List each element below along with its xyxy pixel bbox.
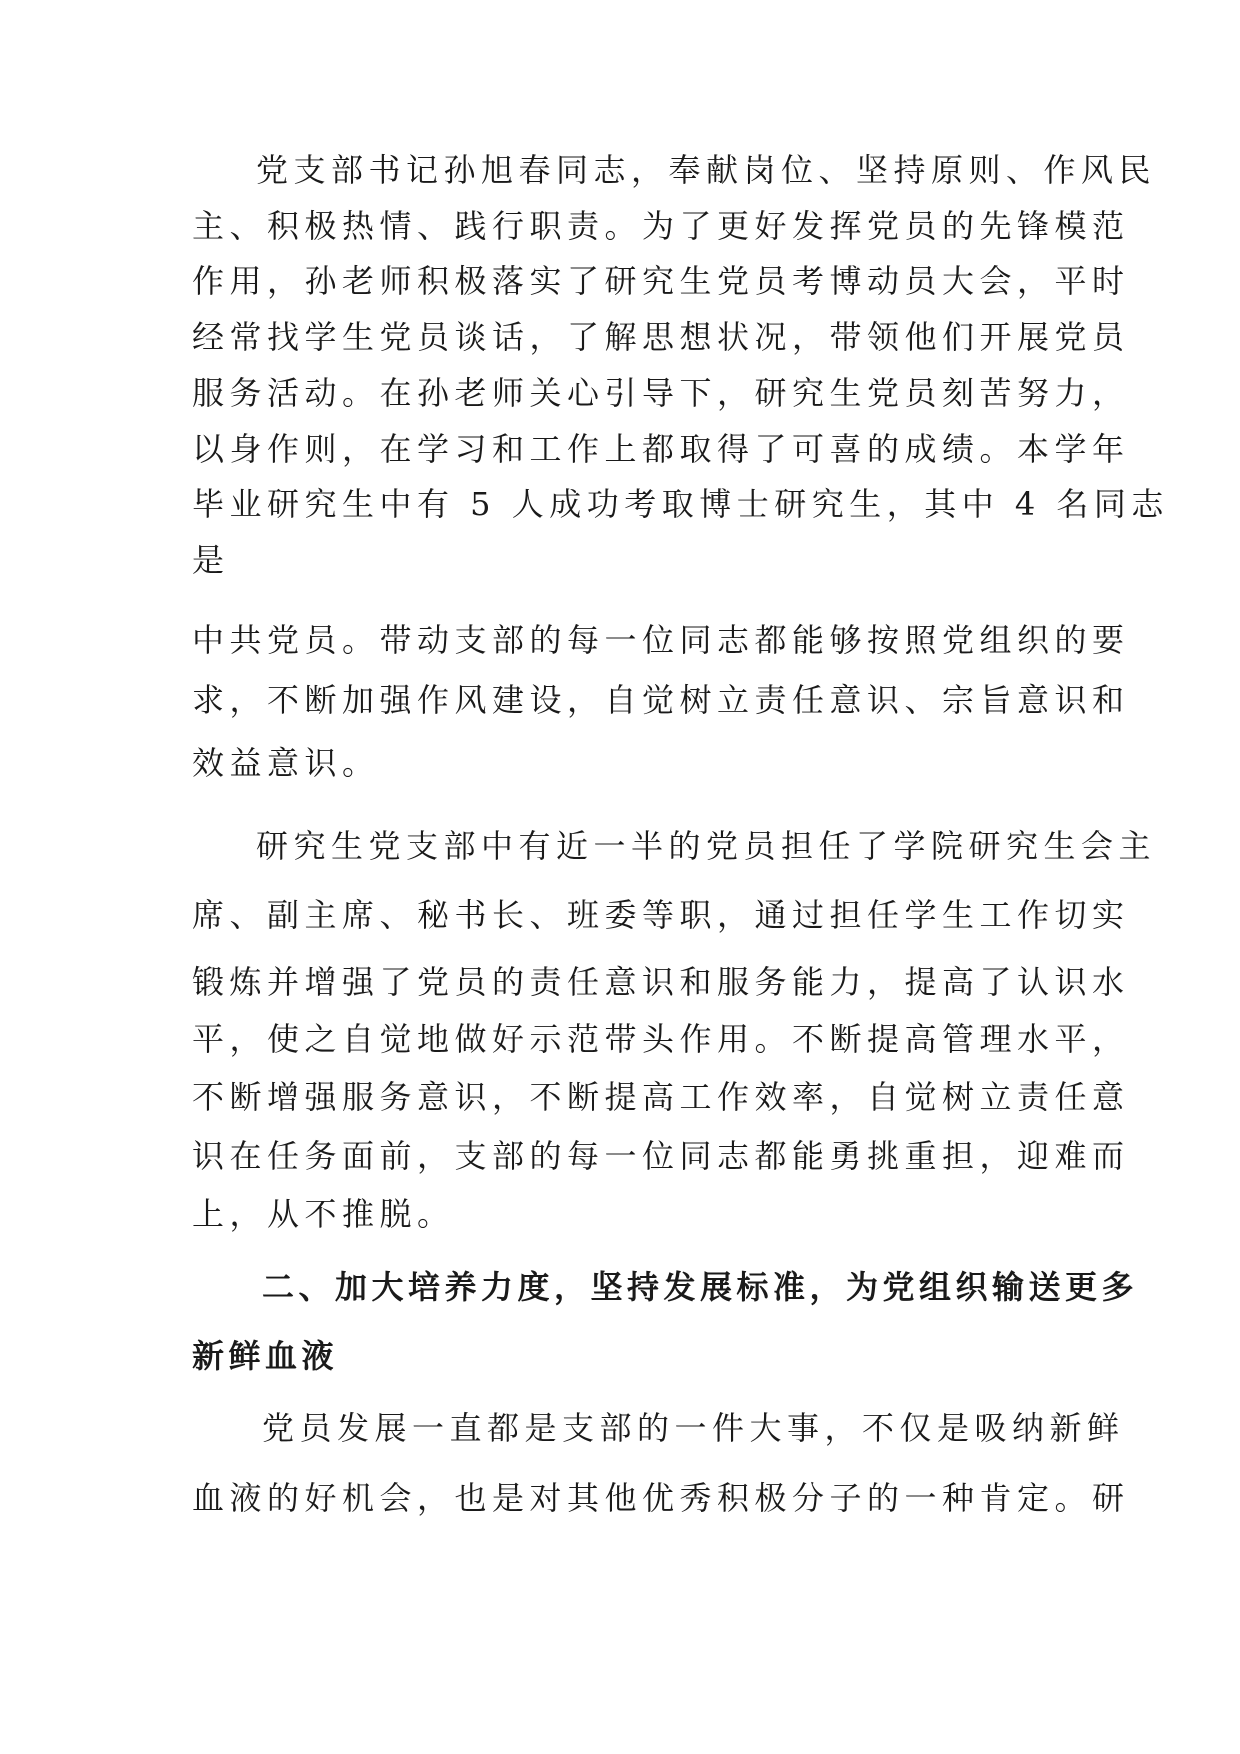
text-line: 党支部书记孙旭春同志，奉献岗位、坚持原则、作风民 [256,151,1157,189]
text-line: 不断增强服务意识，不断提高工作效率，自觉树立责任意 [192,1078,1130,1116]
text-line: 研究生党支部中有近一半的党员担任了学院研究生会主 [256,827,1157,865]
text-line: 席、副主席、秘书长、班委等职，通过担任学生工作切实 [192,896,1130,934]
text-line: 以身作则，在学习和工作上都取得了可喜的成绩。本学年 [192,430,1130,468]
text-line: 是 [192,541,230,579]
text-line: 血液的好机会，也是对其他优秀积极分子的一种肯定。研 [192,1479,1130,1517]
text-line: 经常找学生党员谈话，了解思想状况，带领他们开展党员 [192,318,1130,356]
text-line: 党员发展一直都是支部的一件大事，不仅是吸纳新鲜 [262,1409,1125,1447]
text-line: 主、积极热情、践行职责。为了更好发挥党员的先锋模范 [192,207,1130,245]
text-line: 效益意识。 [192,744,380,782]
text-line: 平，使之自觉地做好示范带头作用。不断提高管理水平， [192,1020,1130,1058]
text-line: 毕业研究生中有 5 人成功考取博士研究生，其中 4 名同志 [192,485,1169,523]
text-line: 上，从不推脱。 [192,1195,455,1233]
text-line: 锻炼并增强了党员的责任意识和服务能力，提高了认识水 [192,963,1130,1001]
text-line: 识在任务面前，支部的每一位同志都能勇挑重担，迎难而 [192,1137,1130,1175]
heading-line: 新鲜血液 [192,1337,339,1375]
text-line: 中共党员。带动支部的每一位同志都能够按照党组织的要 [192,621,1130,659]
text-line: 作用，孙老师积极落实了研究生党员考博动员大会，平时 [192,262,1130,300]
text-line: 服务活动。在孙老师关心引导下，研究生党员刻苦努力， [192,374,1130,412]
text-line: 求，不断加强作风建设，自觉树立责任意识、宗旨意识和 [192,681,1130,719]
heading-line: 二、加大培养力度，坚持发展标准，为党组织输送更多 [262,1268,1139,1306]
